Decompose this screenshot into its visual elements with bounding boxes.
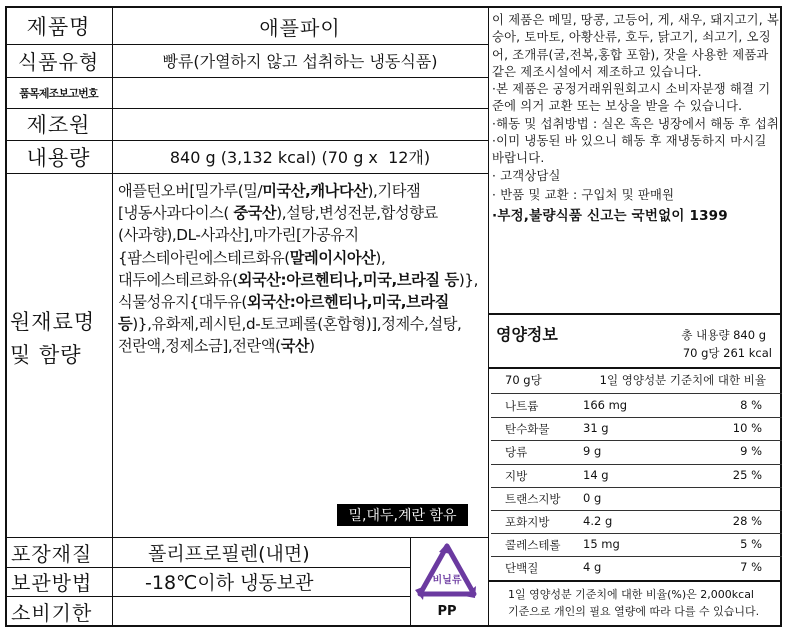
label-report-number: 품목제조보고번호	[19, 86, 98, 100]
nutrient-percent: 8 %	[740, 398, 762, 412]
nutrient-percent: 9 %	[740, 444, 762, 459]
food-type-value: 빵류(가열하지 않고 섭취하는 냉동식품)	[162, 52, 438, 71]
packaging-value: 폴리프로필렌(내면)	[148, 542, 310, 565]
nutrition-row	[491, 556, 782, 578]
nutrient-amount: 9 g	[583, 444, 602, 459]
allergen-badge: 밀,대두,계란 함유	[337, 504, 468, 526]
note-thawing: ·해동 및 섭취방법 : 실온 혹은 냉장에서 해동 후 섭취	[492, 116, 780, 131]
label-ingredients	[10, 306, 110, 372]
note-allergen-facility: 이 제품은 메밀, 땅콩, 고등어, 게, 새우, 돼지고기, 복숭아, 토마토, 아황산류, 호두, 닭고기, 쇠고기, 오징어, 조개류(굴,전복,홍합 포함), 잣을 사용한 제품과 같은 제조시설에서 제조하고 있습니다.	[492, 13, 780, 79]
nutrient-name: 지방	[505, 468, 528, 483]
nutrition-title: 영양정보	[496, 325, 558, 344]
nutrient-name: 당류	[505, 445, 528, 460]
nutrition-row	[491, 464, 782, 486]
label-packaging: 포장재질	[11, 541, 93, 566]
note-customer-service: · 고객상담실	[492, 168, 561, 183]
nutrient-name: 트랜스지방	[505, 491, 561, 506]
nutrient-percent: 7 %	[740, 560, 762, 575]
nutrient-percent: 10 %	[732, 421, 762, 436]
divider	[112, 6, 113, 627]
divider	[5, 173, 488, 174]
label-storage: 보관방법	[11, 571, 93, 595]
storage-value: -18℃이하 냉동보관	[145, 572, 314, 594]
nutrition-footnote-line2: 기준으로 개인의 필요 열량에 따라 다를 수 있습니다.	[508, 605, 760, 618]
note-refreeze: ·이미 냉동된 바 있으니 해동 후 재냉동하지 마시길 바랍니다.	[492, 134, 767, 166]
divider	[410, 537, 411, 627]
nutrient-name: 포화지방	[505, 515, 550, 529]
nutrient-amount: 31 g	[583, 421, 609, 436]
label-ingredients-line1: 원재료명	[10, 310, 96, 334]
recycle-mark	[412, 538, 482, 626]
label-expiry: 소비기한	[11, 601, 93, 625]
recycle-material: PP	[437, 604, 457, 619]
nutrient-percent: 28 %	[732, 514, 762, 528]
nutrient-amount: 15 mg	[583, 537, 620, 552]
nutrient-percent: 5 %	[740, 537, 762, 552]
nutrition-per-serving: 70 g당 261 kcal	[682, 346, 772, 360]
nutrition-total: 총 내용량 840 g	[681, 328, 766, 342]
nutrient-amount: 4 g	[583, 560, 602, 575]
divider	[488, 6, 489, 627]
nutrient-amount: 166 mg	[583, 398, 628, 412]
nutrition-row	[491, 533, 782, 555]
nutrient-amount: 0 g	[583, 490, 602, 505]
volume-value: 840 g (3,132 kcal) (70 g x 12개)	[169, 148, 431, 167]
nutrition-header-right: 1일 영양성분 기준치에 대한 비율	[599, 373, 766, 387]
nutrition-row	[491, 487, 782, 509]
label-ingredients-line2: 및 함량	[10, 343, 82, 367]
nutrition-header-row	[491, 368, 782, 392]
nutrient-name: 나트륨	[505, 399, 539, 413]
nutrient-amount: 4.2 g	[583, 514, 613, 528]
nutrient-amount: 14 g	[583, 467, 609, 482]
notes-section	[492, 12, 782, 226]
divider	[488, 313, 782, 315]
note-compensation: ·본 제품은 공정거래위원회고시 소비자분쟁 해결 기준에 의거 교환 또는 보상을 받을 수 있습니다.	[492, 82, 771, 114]
ingredients-text: 애플턴오버[밀가루(밀/미국산,캐나다산),기타잼[냉동사과다이스( 중국산),설탕,변성전분,합성향료(사과향),DL-사과산],마가린[가공유지{팜스테아린에스테르화유(말레이시아산),대두에스테르화유(외국산:아르헨티나,미국,브라질 등)},식물성유지{대두유(외국산:아르헨티나,미국,브라질 등)},유화제,레시틴,d-토코페롤(혼합형)],정제수,설탕,전란액,정제소금],전란액(국산)	[118, 182, 479, 356]
nutrition-header-left: 70 g당	[505, 373, 542, 387]
product-name-value: 애플파이	[259, 15, 341, 40]
note-return: · 반품 및 교환 : 구입처 및 판매원	[492, 187, 675, 202]
nutrition-row	[491, 510, 782, 532]
nutrition-row	[491, 417, 782, 439]
nutrition-row	[491, 394, 782, 416]
nutrient-name: 단백질	[505, 561, 539, 576]
label-volume: 내용량	[26, 145, 91, 170]
nutrition-footnote	[508, 586, 759, 620]
recycle-mark-text: 비닐류	[432, 575, 462, 586]
nutrient-percent: 25 %	[732, 467, 762, 482]
nutrition-footnote-line1: 1일 영양성분 기준치에 대한 비율(%)은 2,000kcal	[508, 588, 754, 601]
label-product-name: 제품명	[26, 15, 91, 39]
divider	[488, 580, 782, 582]
label-food-type: 식품유형	[17, 50, 100, 74]
nutrient-name: 탄수화물	[505, 422, 550, 437]
note-report-hotline: ·부정,불량식품 신고는 국번없이 1399	[492, 208, 728, 225]
label-manufacturer: 제조원	[26, 113, 91, 137]
nutrient-name: 콜레스테롤	[505, 538, 561, 553]
nutrition-row	[491, 440, 782, 462]
